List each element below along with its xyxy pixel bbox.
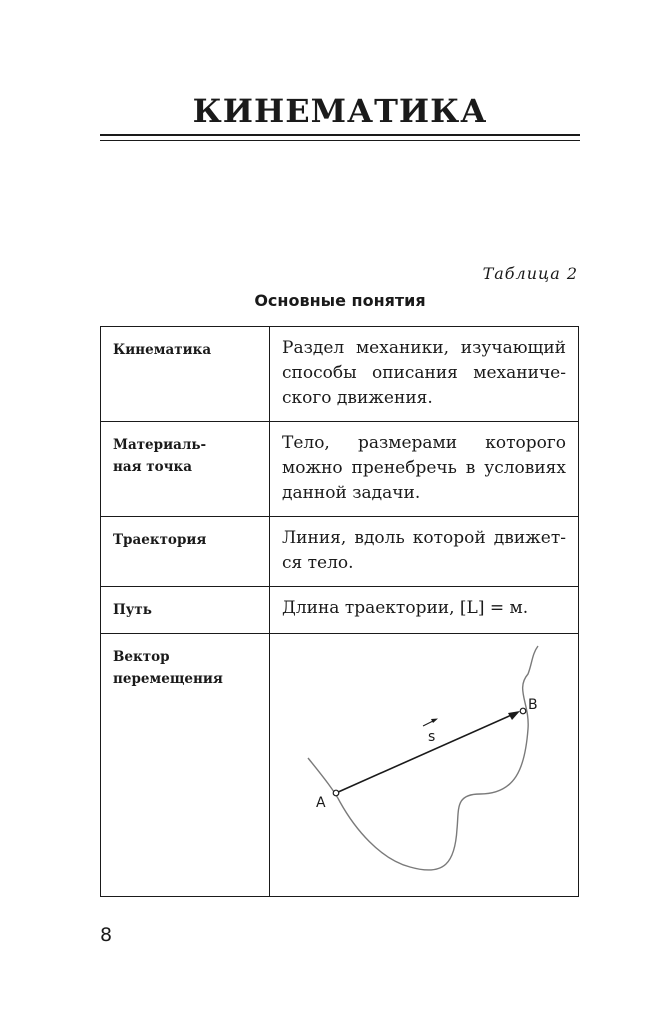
displacement-figure [270,634,596,896]
definition-line: данной задачи. [282,483,421,503]
definition-cell [270,327,579,422]
definition-line: ского движения. [282,388,433,408]
term-line: перемещения [113,671,223,687]
definition-line: можно пренебречь в условиях [282,458,566,478]
definition-line: способы описания механиче- [282,363,566,383]
term-cell [101,422,270,517]
point-b-label: B [528,697,538,713]
term-line: Траектория [113,532,207,548]
definition-cell [270,422,579,517]
definition-cell [270,587,579,634]
definition-line: Длина траектории, [L] = м. [282,598,529,618]
table-row-path [101,587,579,634]
term-line: Вектор [113,649,170,665]
term-line: Материаль- [113,437,207,453]
definition-line: Раздел механики, изучающий [282,338,566,358]
definition-line: ся тело. [282,553,354,573]
term-cell [101,327,270,422]
page-number: 8 [100,924,113,946]
table-row-displacement [101,634,579,897]
vector-arrowhead [508,711,520,720]
table-label: Таблица 2 [482,264,578,283]
term-cell [101,517,270,587]
figure-cell [270,634,579,897]
vector-label: s [428,729,436,745]
term-line: Кинематика [113,342,212,358]
term-line: ная точка [113,459,193,475]
table-heading: Основные понятия [254,291,426,310]
table-row-kinematics [101,327,579,422]
title-rule-thick [100,134,580,136]
trajectory-curve [308,646,538,870]
table-row-trajectory [101,517,579,587]
term-cell [101,634,270,897]
term-cell [101,587,270,634]
concepts-table [100,326,579,897]
point-b-marker [520,708,526,714]
page-title: КИНЕМАТИКА [192,92,488,130]
vector-s-arrowhead [431,719,438,724]
definition-line: Линия, вдоль которой движет- [282,528,566,548]
definition-cell [270,517,579,587]
point-a-marker [333,790,339,796]
title-rule-thin [100,140,580,141]
definition-line: Тело, размерами которого [282,433,566,453]
table-row-material-point [101,422,579,517]
term-line: Путь [113,602,152,618]
point-a-label: A [316,795,326,811]
